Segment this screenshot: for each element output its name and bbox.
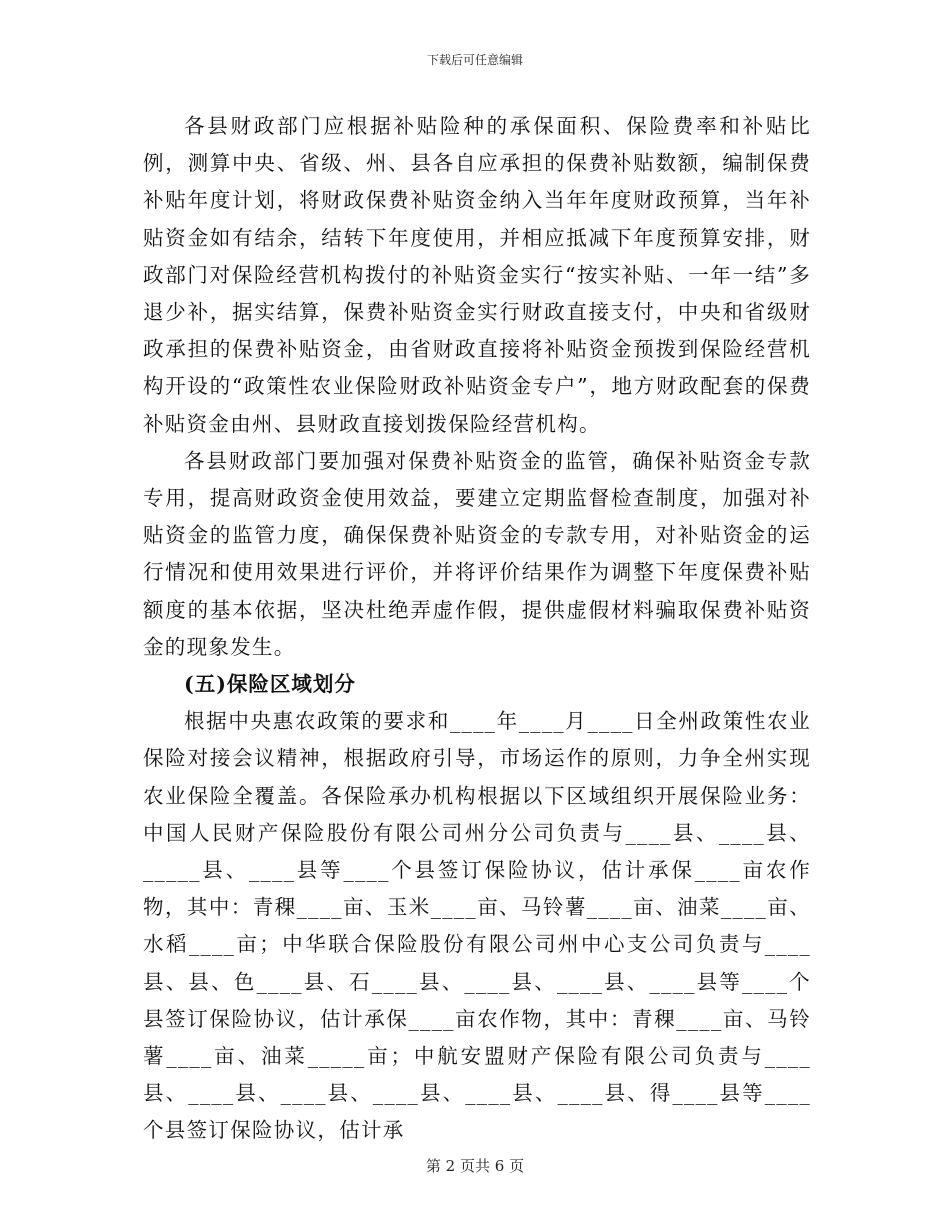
page-footer: 第 2 页共 6 页 [425, 1157, 525, 1175]
document-body [143, 108, 811, 1150]
paragraph-insurance-regions: 根据中央惠农政策的要求和____年____月____日全州政策性农业保险对接会议精神，根据政府引导，市场运作的原则，力争全州实现农业保险全覆盖。各保险承办机构根据以下区域组织开展保险业务：中国人民财产保险股份有限公司州分公司负责与____县、____县、_____县、____县等____个县签订保险协议，估计承保____亩农作物，其中：青稞____亩、玉米____亩、马铃薯____亩、油菜____亩、水稻____亩；中华联合保险股份有限公司州中心支公司负责与____县、县、色____县、石____县、____县、____县、____县等____个县签订保险协议，估计承保____亩农作物，其中：青稞____亩、马铃薯____亩、油菜_____亩；中航安盟财产保险有限公司负责与____县、____县、____县、____县、____县、____县、得____县等____个县签订保险协议，估计承 [143, 709, 811, 1143]
paragraph-subsidy-supervision: 各县财政部门要加强对保费补贴资金的监管，确保补贴资金专款专用，提高财政资金使用效益，要建立定期监督检查制度，加强对补贴资金的监管力度，确保保费补贴资金的专款专用，对补贴资金的运行情况和使用效果进行评价，并将评价结果作为调整下年度保费补贴额度的基本依据，坚决杜绝弄虚作假，提供虚假材料骗取保费补贴资金的现象发生。 [143, 448, 811, 659]
section-heading-insurance-regions: (五)保险区域划分 [184, 672, 356, 697]
page-header: 下载后可任意编辑 [426, 53, 523, 67]
paragraph-subsidy-budget: 各县财政部门应根据补贴险种的承保面积、保险费率和补贴比例，测算中央、省级、州、县各自应承担的保费补贴数额，编制保费补贴年度计划，将财政保费补贴资金纳入当年年度财政预算，当年补贴资金如有结余，结转下年度使用，并相应抵减下年度预算安排，财政部门对保险经营机构拨付的补贴资金实行“按实补贴、一年一结”多退少补，据实结算，保费补贴资金实行财政直接支付，中央和省级财政承担的保费补贴资金，由省财政直接将补贴资金预拨到保险经营机构开设的“政策性农业保险财政补贴资金专户”，地方财政配套的保费补贴资金由州、县财政直接划拨保险经营机构。 [143, 114, 811, 436]
